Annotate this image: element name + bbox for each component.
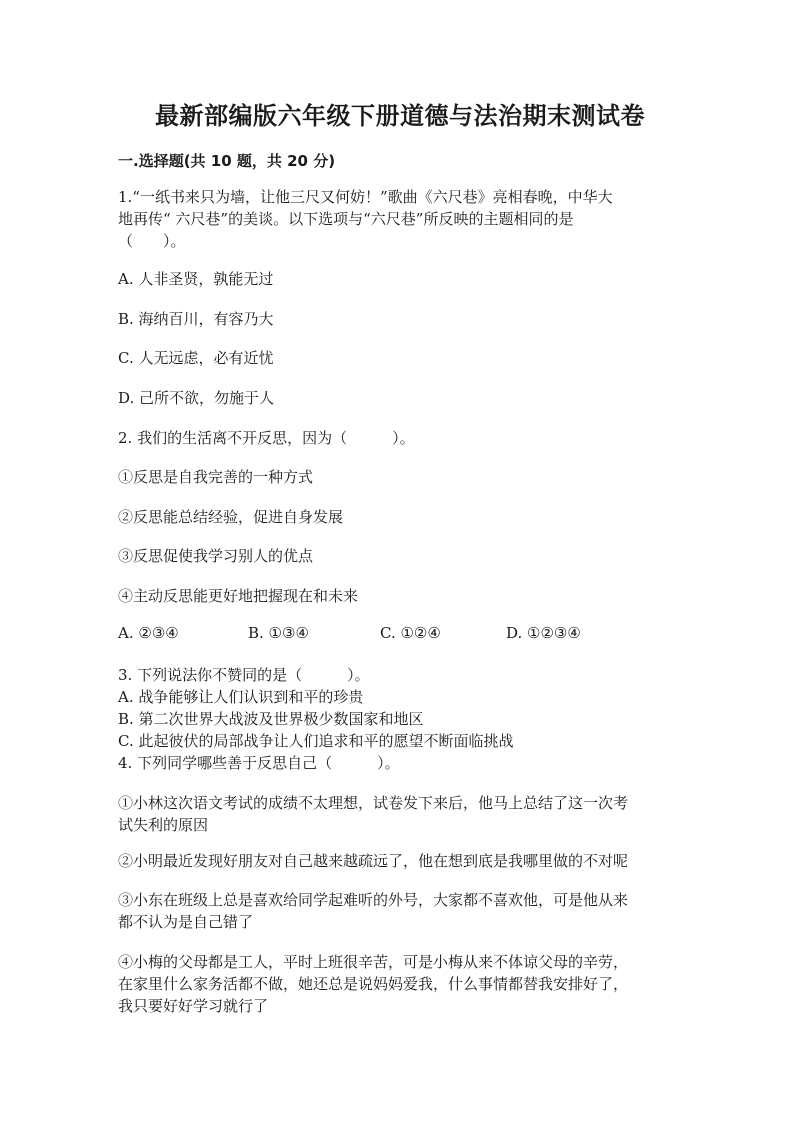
- q4-item-1-line: 试失利的原因: [118, 816, 209, 834]
- section-heading: 一.选择题(共 10 题，共 20 分): [118, 152, 336, 170]
- q4-item-1-line: ①小林这次语文考试的成绩不太理想，试卷发下来后，他马上总结了这一次考: [118, 794, 629, 812]
- q1-option-d: D. 己所不欲，勿施于人: [118, 389, 275, 407]
- q2-choices: [118, 624, 698, 646]
- q1-stem-line: （ ）。: [118, 232, 186, 250]
- q1-stem-line: 1.“一纸书来只为墙，让他三尺又何妨！”歌曲《六尺巷》亮相春晚，中华大: [118, 188, 613, 206]
- q4-stem: 4. 下列同学哪些善于反思自己（ ）。: [118, 754, 400, 772]
- q4-item-3-line: ③小东在班级上总是喜欢给同学起难听的外号，大家都不喜欢他，可是他从来: [118, 891, 629, 909]
- page-title: 最新部编版六年级下册道德与法治期末测试卷: [155, 102, 645, 130]
- q2-choice-a: A. ②③④: [118, 624, 179, 642]
- q1-stem-line: 地再传“ 六尺巷”的美谈。以下选项与“六尺巷”所反映的主题相同的是: [118, 210, 574, 228]
- q4-item-2: ②小明最近发现好朋友对自己越来越疏远了，他在想到底是我哪里做的不对呢: [118, 852, 629, 870]
- q3-option-b: B. 第二次世界大战波及世界极少数国家和地区: [118, 710, 424, 728]
- q1-option-a: A. 人非圣贤，孰能无过: [118, 270, 274, 288]
- q4-item-3-line: 都不认为是自己错了: [118, 913, 254, 931]
- q2-item-1: ①反思是自我完善的一种方式: [118, 468, 314, 486]
- q2-choice-c: C. ①②④: [380, 624, 441, 642]
- q2-item-4: ④主动反思能更好地把握现在和未来: [118, 587, 359, 605]
- q3-stem: 3. 下列说法你不赞同的是（ ）。: [118, 666, 370, 684]
- q2-item-3: ③反思促使我学习别人的优点: [118, 547, 314, 565]
- q1-option-b: B. 海纳百川，有容乃大: [118, 310, 274, 328]
- q3-option-a: A. 战争能够让人们认识到和平的珍贵: [118, 688, 364, 706]
- q3-option-c: C. 此起彼伏的局部战争让人们追求和平的愿望不断面临挑战: [118, 732, 514, 750]
- q2-item-2: ②反思能总结经验，促进自身发展: [118, 508, 344, 526]
- q2-stem: 2. 我们的生活离不开反思，因为（ ）。: [118, 429, 415, 447]
- q4-item-4-line: 在家里什么家务活都不做，她还总是说妈妈爱我，什么事情都替我安排好了，: [118, 975, 629, 993]
- q4-item-4-line: 我只要好好学习就行了: [118, 997, 269, 1015]
- q2-choice-b: B. ①③④: [248, 624, 309, 642]
- q1-option-c: C. 人无远虑，必有近忧: [118, 349, 274, 367]
- q2-choice-d: D. ①②③④: [506, 624, 581, 642]
- q4-item-4-line: ④小梅的父母都是工人，平时上班很辛苦，可是小梅从来不体谅父母的辛劳，: [118, 953, 629, 971]
